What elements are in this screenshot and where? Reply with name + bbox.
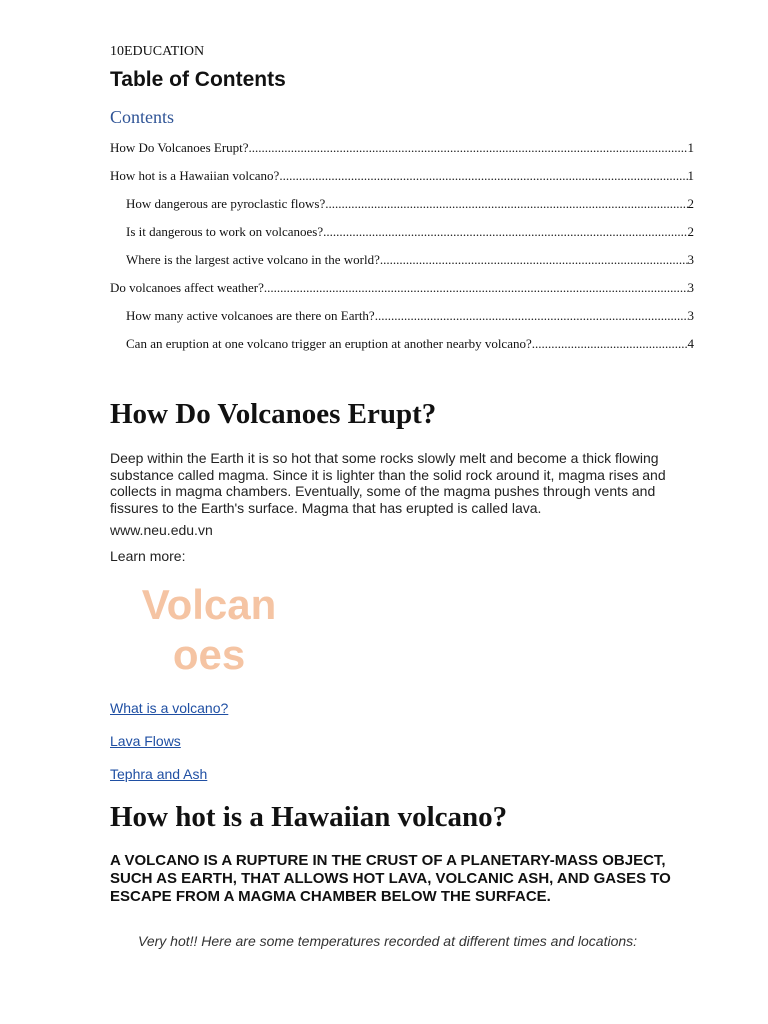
- toc-leader-dots: [532, 336, 688, 352]
- learn-more-label: Learn more:: [110, 548, 186, 564]
- toc-entry[interactable]: [110, 140, 694, 168]
- link-tephra-and-ash[interactable]: Tephra and Ash: [110, 766, 208, 782]
- toc-entry[interactable]: [110, 336, 694, 364]
- toc-leader-dots: [323, 224, 687, 240]
- caps-definition-paragraph: A VOLCANO IS A RUPTURE IN THE CRUST OF A PLANETARY-MASS OBJECT, SUCH AS EARTH, THAT ALLOWS HOT LAVA, VOLCANIC ASH, AND GASES TO ESCAPE FROM A MAGMA CHAMBER BELOW THE SURFACE.: [110, 852, 671, 905]
- toc-entry[interactable]: [110, 280, 694, 308]
- toc-entry[interactable]: [110, 308, 694, 336]
- toc-entry-text: Where is the largest active volcano in the world?: [126, 252, 380, 267]
- section-heading-hawaiian: How hot is a Hawaiian volcano?: [110, 801, 508, 833]
- toc-page-number: 3: [687, 280, 694, 295]
- toc-leader-dots: [375, 308, 688, 324]
- toc-leader-dots: [380, 252, 688, 268]
- contents-heading: Contents: [110, 107, 175, 127]
- toc-page-number: 1: [687, 168, 694, 183]
- toc-entry-text: How hot is a Hawaiian volcano?: [110, 168, 280, 183]
- toc-title: Table of Contents: [110, 68, 286, 91]
- wordart-line: Volcan: [141, 581, 277, 628]
- toc-entry-text: How dangerous are pyroclastic flows?: [126, 196, 326, 211]
- body-paragraph: Deep within the Earth it is so hot that some rocks slowly melt and become a thick flowing substance called magma. Since it is lighter than the solid rock around it, magma rises and collects in magma chambers. Eventually, some of the magma pushes through vents and fissures to the Earth's surface. Magma that has erupted is called lava.: [110, 450, 666, 516]
- toc-page-number: 4: [687, 336, 694, 351]
- toc-leader-dots: [264, 280, 688, 296]
- source-url: www.neu.edu.vn: [110, 522, 213, 538]
- toc-entry-text: How many active volcanoes are there on Earth?: [126, 308, 375, 323]
- toc-page-number: 1: [687, 140, 694, 155]
- section-heading-erupt: How Do Volcanoes Erupt?: [110, 398, 437, 430]
- header-org: 10EDUCATION: [110, 44, 205, 59]
- toc-entry-text: Do volcanoes affect weather?: [110, 280, 264, 295]
- toc-leader-dots: [249, 140, 688, 156]
- toc-entry-text: How Do Volcanoes Erupt?: [110, 140, 249, 155]
- toc-leader-dots: [325, 196, 687, 212]
- toc-entry-text: Is it dangerous to work on volcanoes?: [126, 224, 324, 239]
- toc-entry[interactable]: [110, 252, 694, 280]
- toc-page-number: 2: [687, 224, 694, 239]
- toc-entry[interactable]: [110, 168, 694, 196]
- link-what-is-a-volcano[interactable]: What is a volcano?: [110, 700, 229, 716]
- italic-note: Very hot!! Here are some temperatures recorded at different times and locations:: [138, 933, 638, 949]
- toc-entry-text: Can an eruption at one volcano trigger an eruption at another nearby volcano?: [126, 336, 532, 351]
- toc-entry[interactable]: [110, 224, 694, 252]
- toc-page-number: 2: [687, 196, 694, 211]
- volcanoes-wordart: [124, 580, 294, 680]
- link-lava-flows[interactable]: Lava Flows: [110, 733, 181, 749]
- toc-page-number: 3: [687, 252, 694, 267]
- wordart-line: oes: [172, 631, 246, 678]
- toc-entry[interactable]: [110, 196, 694, 224]
- toc-page-number: 3: [687, 308, 694, 323]
- toc-leader-dots: [279, 168, 687, 184]
- table-of-contents: [110, 140, 694, 364]
